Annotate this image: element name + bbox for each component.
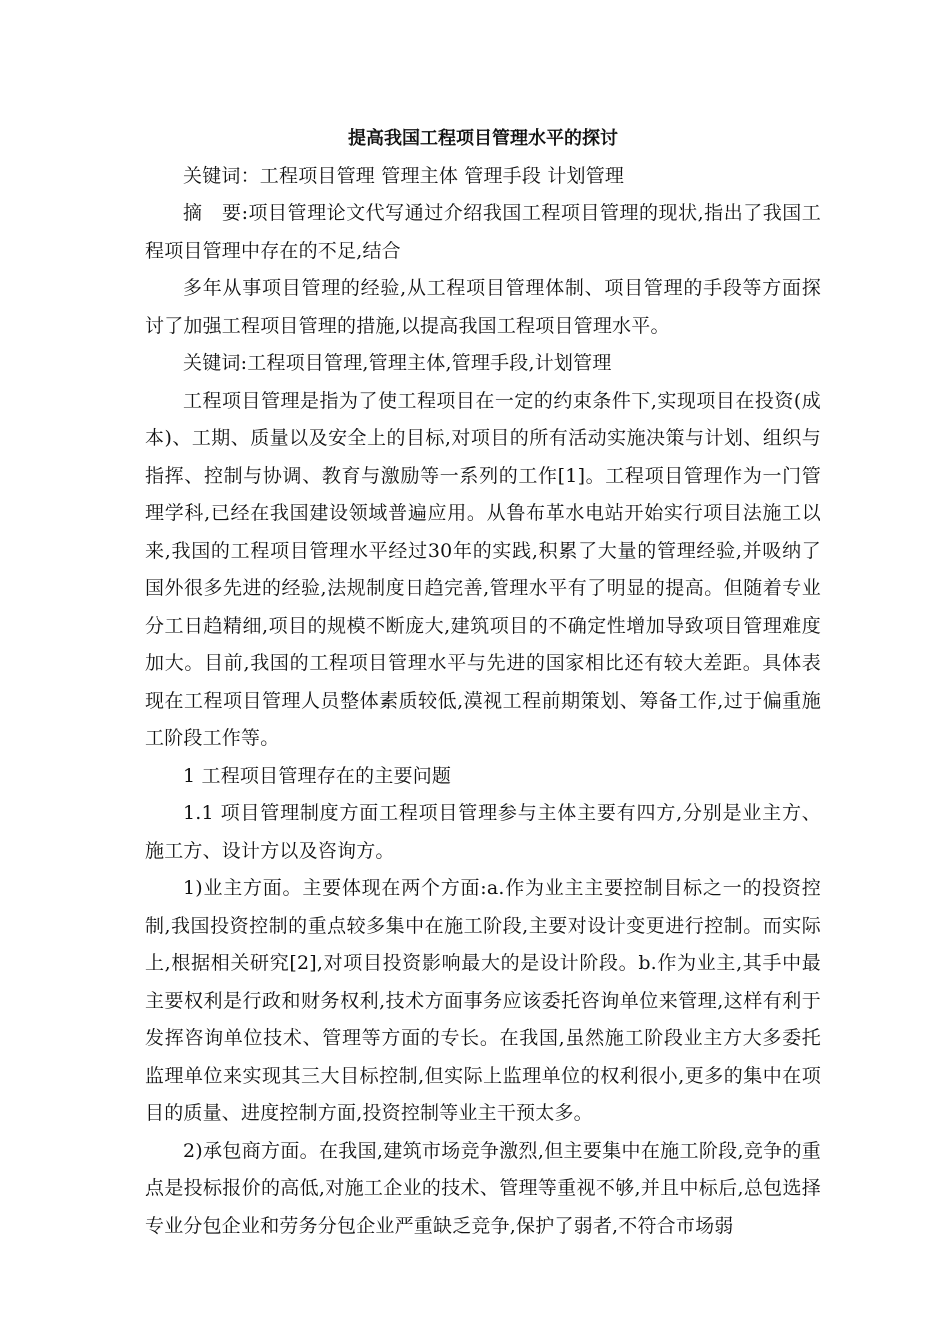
abstract-paragraph: 摘 要:项目管理论文代写通过介绍我国工程项目管理的现状,指出了我国工程项目管理中存在的不足,结合 — [145, 202, 821, 262]
body-paragraph: 工程项目管理是指为了使工程项目在一定的约束条件下,实现项目在投资(成本)、工期、质量以及安全上的目标,对项目的所有活动实施决策与计划、组织与指挥、控制与协调、教育与激励等一系列的工作[1]。工程项目管理作为一门管理学科,已经在我国建设领域普遍应用。从鲁布革水电站开始实行项目法施工以来,我国的工程项目管理水平经过30年的实践,积累了大量的管理经验,并吸纳了国外很多先进的经验,法规制度日趋完善,管理水平有了明显的提高。但随着专业分工日趋精细,项目的规模不断庞大,建筑项目的不确定性增加导致项目管理难度加大。目前,我国的工程项目管理水平与先进的国家相比还有较大差距。具体表现在工程项目管理人员整体素质较低,漠视工程前期策划、筹备工作,过于偏重施工阶段工作等。 — [145, 389, 821, 749]
subsection-paragraph: 1.1 项目管理制度方面工程项目管理参与主体主要有四方,分别是业主方、施工方、设计方以及咨询方。 — [145, 802, 821, 862]
keywords-line: 关键词：工程项目管理 管理主体 管理手段 计划管理 — [183, 164, 625, 187]
body-paragraph: 1)业主方面。主要体现在两个方面:a.作为业主主要控制目标之一的投资控制,我国投资控制的重点较多集中在施工阶段,主要对设计变更进行控制。而实际上,根据相关研究[2],对项目投资影响最大的是设计阶段。b.作为业主,其手中最主要权利是行政和财务权利,技术方面事务应该委托咨询单位来管理,这样有利于发挥咨询单位技术、管理等方面的专长。在我国,虽然施工阶段业主方大多委托监理单位来实现其三大目标控制,但实际上监理单位的权利很小,更多的集中在项目的质量、进度控制方面,投资控制等业主干预太多。 — [145, 877, 821, 1124]
body-paragraph: 2)承包商方面。在我国,建筑市场竞争激烈,但主要集中在施工阶段,竞争的重点是投标报价的高低,对施工企业的技术、管理等重视不够,并且中标后,总包选择专业分包企业和劳务分包企业严重缺乏竞争,保护了弱者,不符合市场弱 — [145, 1139, 821, 1237]
abstract-continuation: 多年从事项目管理的经验,从工程项目管理体制、项目管理的手段等方面探讨了加强工程项目管理的措施,以提高我国工程项目管理水平。 — [145, 277, 821, 337]
keywords-line-2: 关键词:工程项目管理,管理主体,管理手段,计划管理 — [183, 352, 612, 374]
document-title: 提高我国工程项目管理水平的探讨 — [348, 128, 618, 149]
section-heading: 1 工程项目管理存在的主要问题 — [183, 764, 452, 787]
document-page — [145, 120, 821, 1245]
